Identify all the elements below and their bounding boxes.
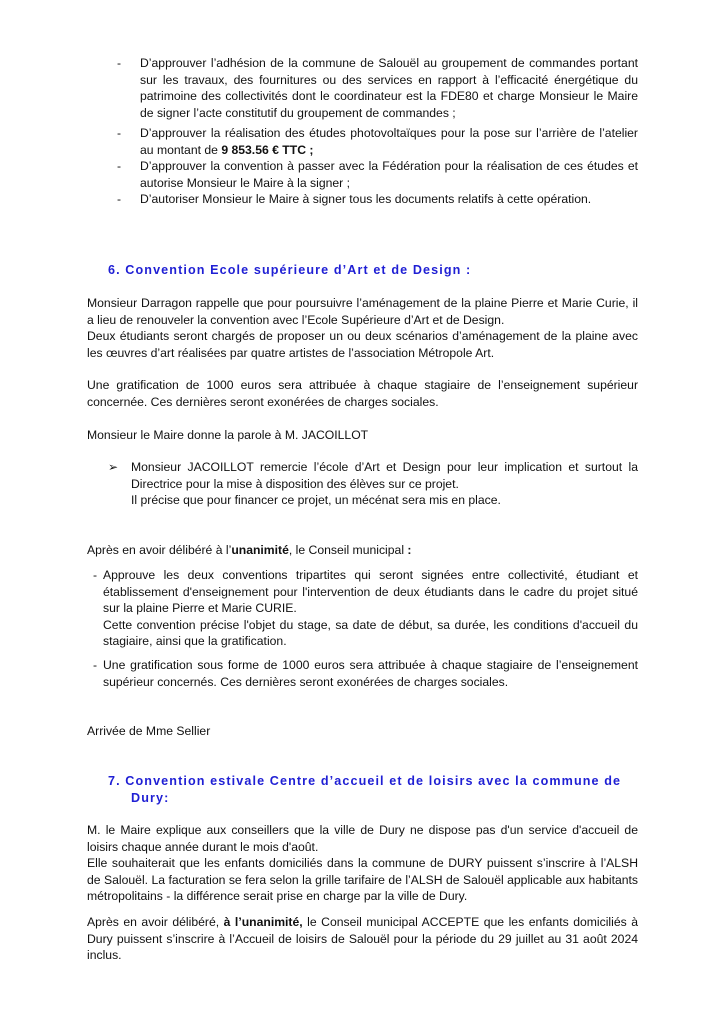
list-item: D’approuver la réalisation des études photovoltaïques pour la pose sur l’arrière de l’atelier au montant de 9 853.56 € TTC ; [140, 126, 638, 157]
section6-speaker [87, 427, 638, 444]
resolution-item [103, 657, 638, 690]
paragraph: Après en avoir délibéré à l’unanimité, le Conseil municipal : [87, 543, 412, 557]
paragraph: Cette convention précise l'objet du stage, sa date de début, sa durée, les conditions d'accueil du stagiaire, ainsi que la gratification. [103, 617, 638, 649]
list-dash: - [117, 56, 122, 70]
section-heading-6: 6. Convention Ecole supérieure d’Art et de Design : [108, 263, 472, 277]
paragraph: Il précise que pour financer ce projet, un mécénat sera mis en place. [131, 493, 501, 508]
paragraph: Elle souhaiterait que les enfants domiciliés dans la commune de DURY puissent s’inscrire à l’ALSH de Salouël. La facturation se fera selon la grille tarifaire de l’ALSH de Salouël applicable aux habitants métropolitains - la différence serait prise en charge par la ville de Dury. [87, 856, 638, 904]
list-dash: - [117, 192, 122, 206]
paragraph: Deux étudiants seront chargés de proposer un ou deux scénarios d’aménagement de la plaine avec les œuvres d’art réalisées par quatre artistes de l’association Métropole Art. [87, 329, 638, 360]
resolution-item [103, 567, 638, 650]
paragraph: Une gratification sous forme de 1000 euros sera attribuée à chaque stagiaire de l’enseignement supérieur concernés. Ces dernières seront exonérées de charges sociales. [103, 658, 638, 689]
paragraph: Une gratification de 1000 euros sera attribuée à chaque stagiaire de l’enseignement supérieur concernée. Ces dernières seront exonérées de charges sociales. [87, 378, 638, 409]
section7-deliberation [87, 914, 638, 964]
list-item: D’approuver l’adhésion de la commune de Salouël au groupement de commandes portant sur les travaux, des fournitures ou des services en rapport à l’efficacité énergétique du patrimoine des collectivités dont le coordinateur est la FDE80 et charge Monsieur le Maire de signer l’acte constitutif du groupement de commandes ; [140, 56, 638, 120]
paragraph: Arrivée de Mme Sellier [87, 724, 211, 738]
paragraph: M. le Maire explique aux conseillers que la ville de Dury ne dispose pas d'un service d'accueil de loisirs chaque année durant le mois d'août. [87, 823, 638, 854]
section6-deliberation [87, 542, 638, 559]
arrival-note [87, 723, 638, 740]
list-dash: - [93, 568, 98, 582]
amount-text: 9 853.56 € TTC ; [221, 142, 314, 157]
list-item: D’approuver la convention à passer avec la Fédération pour la réalisation de ces études et autorise Monsieur le Maire à la signer ; [140, 159, 638, 190]
paragraph: Monsieur le Maire donne la parole à M. JACOILLOT [87, 428, 369, 442]
arrow-bullet-icon: ➢ [108, 460, 119, 474]
section7-body [87, 822, 638, 905]
paragraph: Approuve les deux conventions tripartites qui seront signées entre collectivité, étudiant et établissement d'enseignement pour l'intervention de deux étudiants dans le cadre du projet situé sur la plaine Pierre et Marie CURIE. [103, 568, 638, 616]
list-dash: - [117, 126, 122, 140]
section-heading-7: 7. Convention estivale Centre d’accueil et de loisirs avec la commune de Dury: [108, 774, 622, 805]
paragraph: Monsieur JACOILLOT remercie l’école d’Art et Design pour leur implication et surtout la Directrice pour la mise à disposition des élèves sur ce projet. [131, 460, 638, 491]
arrow-item [131, 459, 638, 509]
section6-gratification [87, 377, 638, 410]
list-item: D’autoriser Monsieur le Maire à signer tous les documents relatifs à cette opération. [140, 192, 592, 206]
paragraph: Après en avoir délibéré, à l’unanimité, le Conseil municipal ACCEPTE que les enfants domiciliés à Dury puissent s’inscrire à l’Accueil de loisirs de Salouël pour la période du 29 juillet au 31 août 2024 inclus. [87, 915, 638, 963]
paragraph: Monsieur Darragon rappelle que pour poursuivre l’aménagement de la plaine Pierre et Marie Curie, il a lieu de renouveler la convention avec l’Ecole Supérieure d’Art et de Design. [87, 296, 638, 327]
section6-intro [87, 295, 638, 361]
list-dash: - [93, 658, 98, 672]
list-dash: - [117, 159, 122, 173]
